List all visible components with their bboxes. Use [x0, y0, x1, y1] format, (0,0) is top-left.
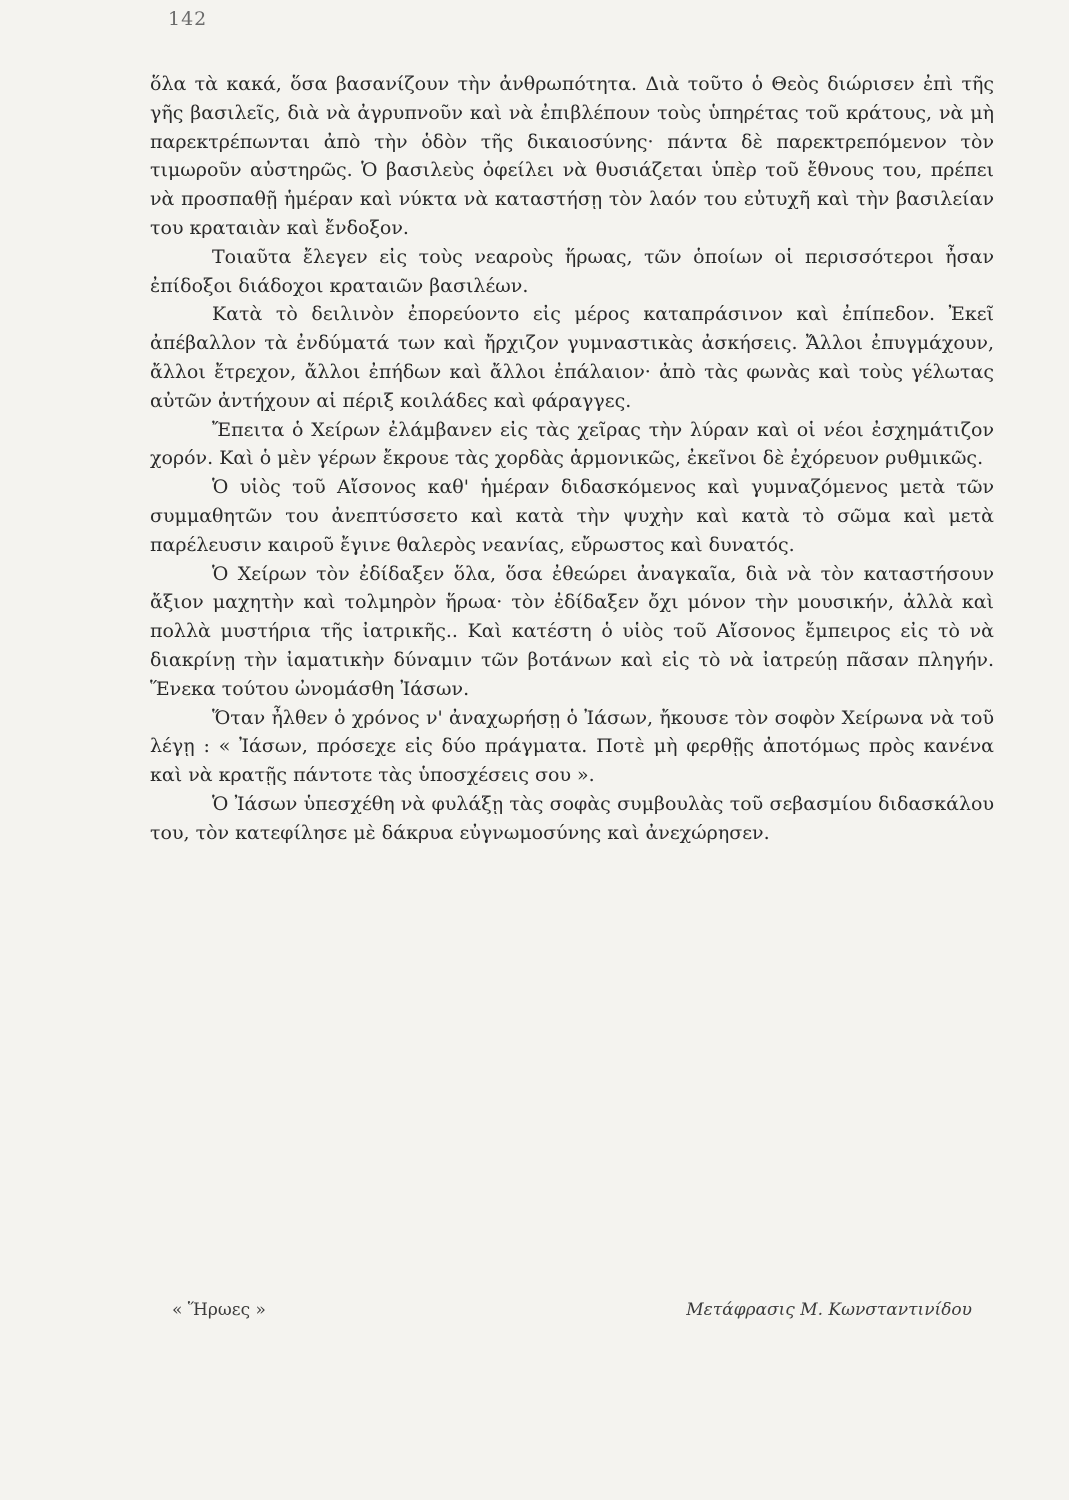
paragraph-4: Ἔπειτα ὁ Χείρων ἐλάμβανεν εἰς τὰς χεῖρας τὴν λύραν καὶ οἱ νέοι ἐσχημάτιζον χορόν. Καὶ ὁ μὲν γέρων ἔκρουε τὰς χορδὰς ἁρμονικῶς, ἐκεῖνοι δὲ ἐχόρευον ρυθμικῶς. — [150, 418, 994, 470]
paragraph-1: ὅλα τὰ κακά, ὅσα βασανίζουν τὴν ἀνθρωπότητα. Διὰ τοῦτο ὁ Θεὸς διώρισεν ἐπὶ τῆς γῆς βασιλεῖς, διὰ νὰ ἀγρυπνοῦν καὶ νὰ ἐπιβλέπουν τοὺς ὑπηρέτας τοῦ κράτους, νὰ μὴ παρεκτρέπωνται ἀπὸ τὴν ὁδὸν τῆς δικαιοσύνης· πάντα δὲ παρεκτρεπόμενον τὸν τιμωροῦν αὐστηρῶς. Ὁ βασιλεὺς ὀφείλει νὰ θυσιάζεται ὑπὲρ τοῦ ἔθνους του, πρέπει νὰ προσπαθῇ ἡμέραν καὶ νύκτα νὰ καταστήσῃ τὸν λαόν του εὐτυχῆ καὶ τὴν βασιλείαν του κραταιὰν καὶ ἔνδοξον. — [150, 73, 994, 239]
paragraph-8: Ὁ Ἰάσων ὑπεσχέθη νὰ φυλάξῃ τὰς σοφὰς συμβουλὰς τοῦ σεβασμίου διδασκάλου του, τὸν κατεφίλησε μὲ δάκρυα εὐγνωμοσύνης καὶ ἀνεχώρησεν. — [150, 792, 994, 844]
paragraph-5: Ὁ υἱὸς τοῦ Αἴσονος καθ' ἡμέραν διδασκόμενος καὶ γυμναζόμενος μετὰ τῶν συμμαθητῶν του ἀνεπτύσσετο καὶ κατὰ τὴν ψυχὴν καὶ κατὰ τὸ σῶμα καὶ μετὰ παρέλευσιν καιροῦ ἔγινε θαλερὸς νεανίας, εὔρωστος καὶ δυνατός. — [150, 476, 994, 556]
paragraph-3: Κατὰ τὸ δειλινὸν ἐπορεύοντο εἰς μέρος καταπράσινον καὶ ἐπίπεδον. Ἐκεῖ ἀπέβαλλον τὰ ἐνδύματά των καὶ ἤρχιζον γυμναστικὰς ἀσκήσεις. Ἄλλοι ἐπυγμάχουν, ἄλλοι ἔτρεχον, ἄλλοι ἐπήδων καὶ ἄλλοι ἐπάλαιον· ἀπὸ τὰς φωνὰς καὶ τοὺς γέλωτας αὐτῶν ἀντήχουν αἱ πέριξ κοιλάδες καὶ φάραγγες. — [150, 303, 994, 412]
paragraph-7: Ὅταν ἦλθεν ὁ χρόνος ν' ἀναχωρήσῃ ὁ Ἰάσων, ἤκουσε τὸν σοφὸν Χείρωνα νὰ τοῦ λέγῃ : « Ἰάσων, πρόσεχε εἰς δύο πράγματα. Ποτὲ μὴ φερθῇς ἀποτόμως πρὸς κανένα καὶ νὰ κρατῇς πάντοτε τὰς ὑποσχέσεις σου ». — [150, 706, 994, 787]
translation-credit: Μετάφρασις Μ. Κωνσταντινίδου — [686, 1300, 972, 1320]
page-number: 142 — [168, 8, 208, 30]
paragraph-2: Τοιαῦτα ἔλεγεν εἰς τοὺς νεαροὺς ἥρωας, τῶν ὁποίων οἱ περισσότεροι ἦσαν ἐπίδοξοι διάδοχοι κραταιῶν βασιλέων. — [150, 245, 994, 297]
source-title: « Ἥρωες » — [172, 1300, 266, 1320]
footer — [172, 1300, 972, 1330]
paragraph-6: Ὁ Χείρων τὸν ἐδίδαξεν ὅλα, ὅσα ἐθεώρει ἀναγκαῖα, διὰ νὰ τὸν καταστήσουν ἄξιον μαχητὴν καὶ τολμηρὸν ἥρωα· τὸν ἐδίδαξεν ὄχι μόνον τὴν μουσικήν, ἀλλὰ καὶ πολλὰ μυστήρια τῆς ἰατρικῆς.. Καὶ κατέστη ὁ υἱὸς τοῦ Αἴσονος ἔμπειρος εἰς τὸ νὰ διακρίνῃ τὴν ἰαματικὴν δύναμιν τῶν βοτάνων καὶ εἰς τὸ νὰ ἰατρεύῃ πᾶσαν πληγήν. Ἕνεκα τούτου ὠνομάσθη Ἰάσων. — [150, 562, 994, 700]
body-text — [150, 70, 994, 848]
